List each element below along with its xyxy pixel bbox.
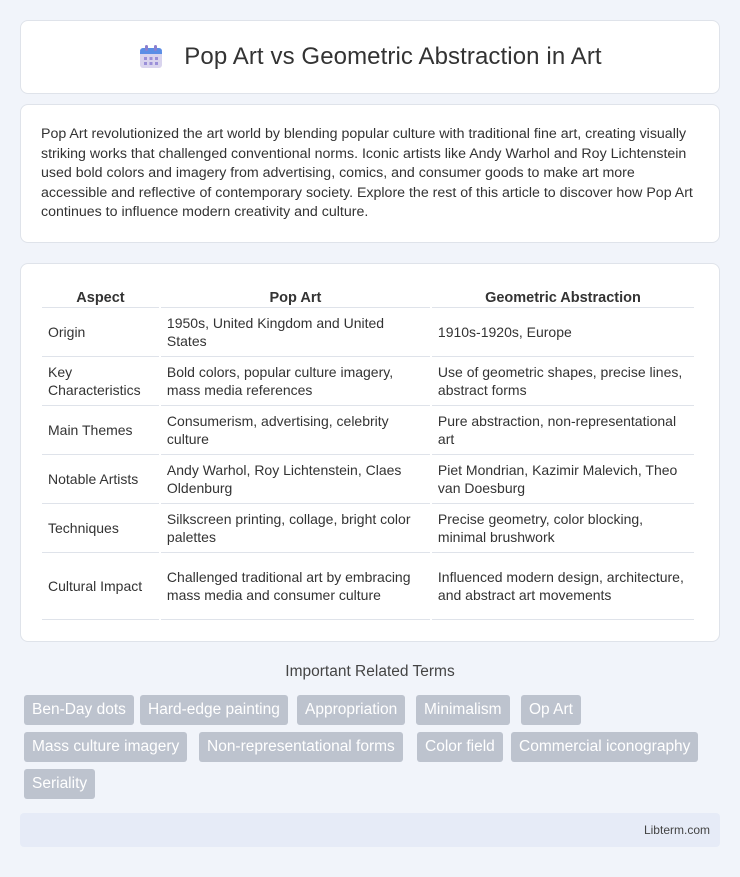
table-header-pop-art: Pop Art <box>161 284 430 308</box>
table-cell: Cultural Impact <box>42 553 159 620</box>
table-cell: Influenced modern design, architecture, and abstract art movements <box>432 553 694 620</box>
related-term-tag[interactable]: Mass culture imagery <box>24 732 187 762</box>
intro-paragraph: Pop Art revolutionized the art world by blending popular culture with traditional fine art, creating visually striking works that challenged conventional norms. Iconic artists like Andy Warhol and Roy Lichtenstein used bold colors and imagery from advertising, comics, and consumer goods to make art more accessible and reflective of contemporary society. Explore the rest of this article to discover how Pop Art continues to influence modern creativity and culture. <box>41 126 693 221</box>
related-term-tag[interactable]: Op Art <box>521 695 581 725</box>
page-title: Pop Art vs Geometric Abstraction in Art <box>184 43 602 70</box>
table-row <box>42 406 694 455</box>
table-cell: Bold colors, popular culture imagery, mass media references <box>161 357 430 406</box>
table-cell: Use of geometric shapes, precise lines, abstract forms <box>432 357 694 406</box>
calendar-icon <box>138 44 164 70</box>
table-cell: Notable Artists <box>42 455 159 504</box>
related-term-tag[interactable]: Hard-edge painting <box>140 695 288 725</box>
table-cell: Piet Mondrian, Kazimir Malevich, Theo van Doesburg <box>432 455 694 504</box>
related-terms-title: Important Related Terms <box>285 663 455 680</box>
table-cell: Precise geometry, color blocking, minimal brushwork <box>432 504 694 553</box>
table-cell: 1910s-1920s, Europe <box>432 308 694 357</box>
table-row <box>42 455 694 504</box>
related-term-tag[interactable]: Non-representational forms <box>199 732 403 762</box>
related-term-tag[interactable]: Appropriation <box>297 695 405 725</box>
table-cell: Andy Warhol, Roy Lichtenstein, Claes Oldenburg <box>161 455 430 504</box>
related-term-tag[interactable]: Minimalism <box>416 695 510 725</box>
footer <box>20 813 720 847</box>
table-cell: Pure abstraction, non-representational art <box>432 406 694 455</box>
table-header-aspect: Aspect <box>42 284 159 308</box>
footer-site-link[interactable]: Libterm.com <box>643 823 710 837</box>
intro-card <box>20 104 720 243</box>
table-cell: Techniques <box>42 504 159 553</box>
table-cell: 1950s, United Kingdom and United States <box>161 308 430 357</box>
table-row <box>42 504 694 553</box>
table-cell: Origin <box>42 308 159 357</box>
table-cell: Challenged traditional art by embracing mass media and consumer culture <box>161 553 430 620</box>
table-row <box>42 308 694 357</box>
related-term-tag[interactable]: Commercial iconography <box>511 732 698 762</box>
related-term-tag[interactable]: Ben-Day dots <box>24 695 134 725</box>
header-card <box>20 20 720 94</box>
table-row <box>42 357 694 406</box>
table-cell: Consumerism, advertising, celebrity culture <box>161 406 430 455</box>
related-term-tag[interactable]: Seriality <box>24 769 95 799</box>
comparison-card <box>20 263 720 642</box>
related-term-tag[interactable]: Color field <box>417 732 503 762</box>
table-cell: Key Characteristics <box>42 357 159 406</box>
comparison-table <box>40 284 696 620</box>
table-header-geometric-abstraction: Geometric Abstraction <box>432 284 694 308</box>
table-cell: Silkscreen printing, collage, bright color palettes <box>161 504 430 553</box>
table-row <box>42 553 694 620</box>
table-cell: Main Themes <box>42 406 159 455</box>
title-wrap <box>138 43 601 71</box>
